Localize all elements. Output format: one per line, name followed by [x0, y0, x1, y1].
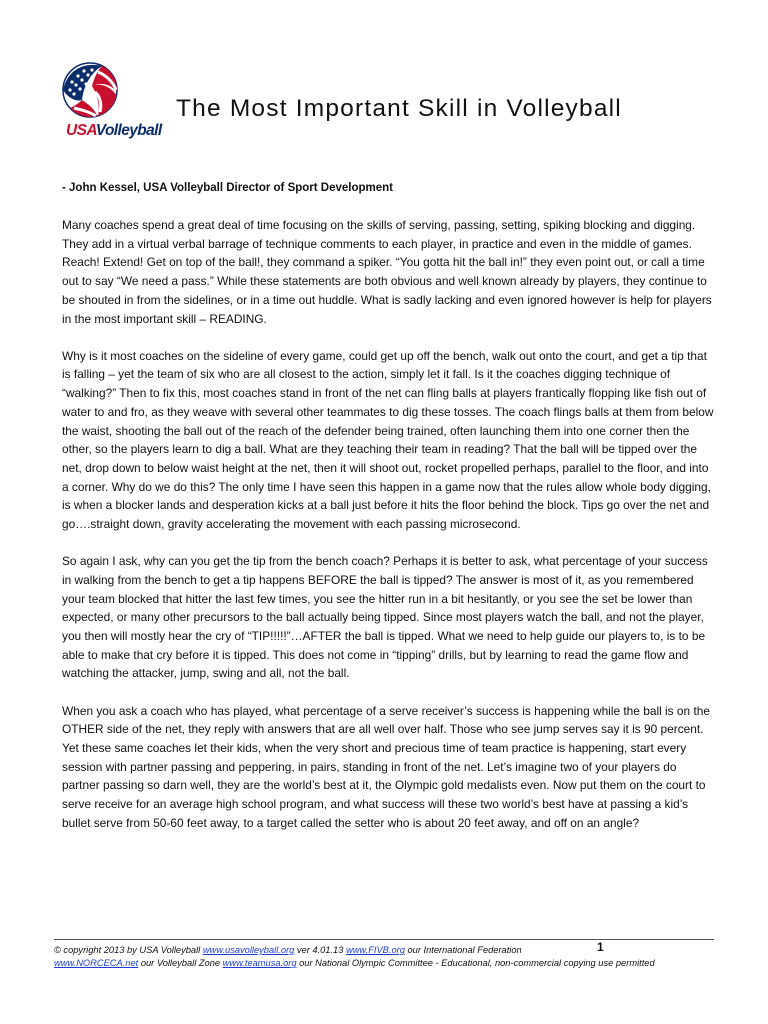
usa-volleyball-logo — [62, 60, 180, 150]
footer-noc-text: our National Olympic Committee - Educational, non-commercial copying use permitted — [299, 958, 655, 968]
footer-link-fivb[interactable]: www.FIVB.org — [346, 945, 405, 955]
page-number: 1 — [597, 940, 604, 954]
footer-link-teamusa[interactable]: www.teamusa.org — [222, 958, 297, 968]
paragraph-1: Many coaches spend a great deal of time focusing on the skills of serving, passing, setting, spiking blocking and digging. They add in a virtual verbal barrage of technique comments to each player, in practice and even in the middle of games. Reach! Extend! Get on top of the ball!, they command a spiker. “You gotta hit the ball in!” they even point out, or call a time out to say “We need a pass.” While these statements are both obvious and well known already by players, they continue to be shouted in from the sidelines, or in a time out huddle. What is sadly lacking and even ignored however is help for players in the most important skill – READING. — [62, 218, 712, 326]
footer-line-2 — [54, 957, 718, 970]
volleyball-logo-icon — [62, 60, 118, 122]
page-footer — [54, 944, 718, 970]
footer-link-norceca[interactable]: www.NORCECA.net — [54, 958, 139, 968]
footer-line-1 — [54, 944, 718, 957]
footer-divider — [54, 939, 714, 940]
logo-usa-text: USA — [66, 122, 96, 139]
author-byline: - John Kessel, USA Volleyball Director of Sport Development — [62, 182, 394, 194]
paragraph-3: So again I ask, why can you get the tip from the bench coach? Perhaps it is better to ask, what percentage of your success in walking from the bench to get a tip happens BEFORE the ball is tipped? The answer is most of it, as you remembered your team blocked that hitter the last few times, you see the hitter run in a bit hesitantly, or you see the set be lower than expected, or many other precursors to the ball actually being tipped. Since most players watch the ball, and not the player, you then will mostly hear the cry of “TIP!!!!!”…AFTER the ball is tipped. What we need to help guide our players to, is to be able to make that cry before it is tipped. This does not come in “tipping” drills, but by learning to read the game flow and watching the attacker, jump, swing and all, not the ball. — [62, 554, 708, 681]
footer-zone-text: our Volleyball Zone — [140, 958, 221, 968]
footer-link-usavolleyball[interactable]: www.usavolleyball.org — [202, 945, 295, 955]
article-body — [62, 216, 714, 851]
logo-wordmark — [66, 122, 162, 140]
document-title: The Most Important Skill in Volleyball — [176, 95, 622, 122]
paragraph-4: When you ask a coach who has played, what percentage of a serve receiver’s success is happening while the ball is on the OTHER side of the net, they reply with answers that are all well over half. Those who see jump serves say it is 90 percent. Yet these same coaches let their kids, when the very short and precious time of team practice is happening, start every session with partner passing and peppering, in pairs, standing in front of the net. Let’s imagine two of your players do partner passing so darn well, they are the world’s best at it, the Olympic gold medalists even. Now put them on the court to serve receive for an average high school program, and what success will these two world’s best have at passing a kid’s bullet serve from 50-60 feet away, to a target called the setter who is about 20 feet away, and off on an angle? — [62, 703, 710, 830]
logo-volleyball-text: Volleyball — [95, 122, 162, 139]
footer-intl-text: our International Federation — [407, 945, 522, 955]
paragraph-2: Why is it most coaches on the sideline of every game, could get up off the bench, walk out onto the court, and get a tip that is falling – yet the team of six who are all closest to the action, simply let it fall. Is it the coaches digging technique of “walking?” Then to fix this, most coaches stand in front of the net can fling balls at players frantically flopping like fish out of water to and fro, as they weave with several other teammates to dig these tosses. The coach flings balls at them from below the waist, shooting the ball out of the reach of the defender being trained, often launching them into one corner then the other, so the players learn to dig a ball. What are they teaching their team in reading? That the ball will be tipped over the net, drop down to below waist height at the net, then it will shoot out, rocket propelled perhaps, parallel to the floor, and into a corner. Why do we do this? The only time I have seen this happen in a game now that the rules allow whole body digging, is when a blocker lands and desperation kicks at a ball just before it hits the floor behind the block. Tips go over the net and go….straight down, gravity accelerating the movement with each passing microsecond. — [62, 348, 714, 532]
footer-version: ver 4.01.13 — [296, 945, 344, 955]
footer-copyright: © copyright 2013 by USA Volleyball — [54, 945, 201, 955]
